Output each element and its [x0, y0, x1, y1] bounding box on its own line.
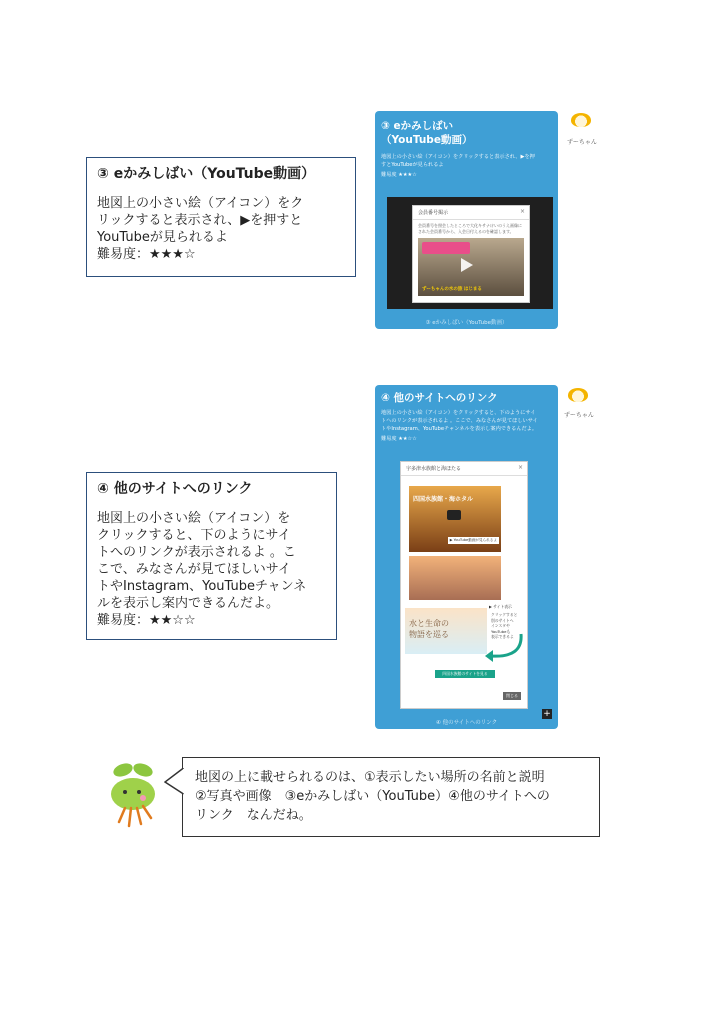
section4-body: 地図上の小さい絵（アイコン）を クリックすると、下のようにサイ トへのリンクが表示されるよ 。こ こで、みなさんが見てほしいサイ トやInstagram、YouTubeチャンネ ルを表示し案内できるんだよ。 — [97, 511, 307, 611]
hotel-image[interactable] — [409, 486, 501, 552]
panel3-heading-line2: （YouTube動画） — [381, 134, 473, 146]
panel3-video-caption: ずーちゃんの水の旅 はじまる — [422, 287, 482, 292]
close-icon[interactable]: × — [519, 208, 525, 215]
panel3-popup-title: 会員番号掲示 — [413, 206, 529, 220]
summary-bubble — [182, 757, 600, 837]
zuchan-avatar-icon — [571, 113, 591, 127]
panel4-difficulty: 難易度 ★★☆☆ — [381, 436, 417, 442]
mural-text: 水と生命の 物語を巡る — [409, 619, 449, 639]
panel4-footer: ④ 他のサイトへのリンク — [435, 720, 498, 726]
section3-body: 地図上の小さい絵（アイコン）をク リックすると表示され、▶を押すと YouTubeが見られるよ — [97, 196, 304, 245]
panel3-popup-text: 会員番号を照会したところで大化キサナけいのうえ画像に された会員番号から、入会日付えるのを確認します。 — [418, 223, 522, 234]
hotel-text: 四国水族館・海ホタル — [413, 496, 474, 503]
bubble-tail — [164, 768, 184, 796]
arrow-icon — [483, 632, 525, 662]
dolphin-image — [409, 556, 501, 600]
video-title-banner — [422, 242, 470, 254]
bean-mascot-icon — [105, 760, 161, 828]
section4-textbox — [86, 472, 337, 640]
site-link-button[interactable]: 四国水族館のサイトを見る — [435, 670, 495, 678]
panel3-heading — [375, 111, 558, 147]
site-display-note: ▶ サイト表示 — [489, 604, 512, 609]
panel3-video-area — [387, 197, 553, 309]
youtube-note: ▶ YouTube動画が見られるよ — [449, 538, 497, 542]
panel4-screenshot — [375, 385, 558, 729]
mural-image[interactable] — [405, 608, 487, 654]
panel3-popup — [412, 205, 530, 303]
popup-close-button[interactable]: 閉じる — [503, 692, 521, 700]
panel4-popup-title: 宇多津水族館と海ほたる — [401, 462, 527, 476]
panel3-heading-line1: ③ eかみしばい — [381, 120, 454, 132]
close-icon[interactable]: × — [517, 464, 523, 471]
section3-title: ③ eかみしばい（YouTube動画） — [97, 166, 316, 182]
panel3-difficulty: 難易度 ★★★☆ — [381, 172, 417, 178]
section3-textbox — [86, 157, 356, 277]
zuchan-avatar-icon — [568, 388, 588, 402]
panel4-heading: ④ 他のサイトへのリンク — [381, 392, 498, 404]
panel4-description: 地図上の小さい絵（アイコン）をクリックすると、下のようにサイ トへのリンクが表示されるよ 。ここで、みなさんが見てほしいサイ トやInstagram、YouTubeチャンネルを表示し案内できるんだよ。 — [381, 410, 538, 432]
play-icon[interactable] — [461, 258, 473, 272]
summary-text: 地図の上に載せられるのは、①表示したい場所の名前と説明 ②写真や画像 ③eかみしばい（YouTube）④他のサイトへの リンク なんだね。 — [195, 770, 550, 823]
panel4-avatar-name: ずーちゃん — [564, 412, 594, 419]
panel3-video-thumbnail[interactable] — [418, 238, 524, 296]
play-icon[interactable] — [447, 510, 461, 520]
panel3-footer: ③ eかみしばい（YouTube動画） — [425, 320, 508, 326]
link-side-note: クリックすると 別のサイトへ インスタや YouTubeも 表示できるよ — [491, 612, 518, 639]
section3-difficulty: 難易度：★★★☆ — [97, 247, 196, 262]
panel3-description: 地図上の小さい絵（アイコン）をクリックすると表示され、▶を押 すとYouTubeが見られるよ — [381, 154, 535, 168]
panel4-popup — [400, 461, 528, 709]
expand-plus-icon[interactable]: + — [543, 709, 551, 719]
panel3-avatar-name: ずーちゃん — [567, 139, 597, 146]
section4-difficulty: 難易度：★★☆☆ — [97, 613, 196, 628]
panel3-screenshot — [375, 111, 558, 329]
section4-title: ④ 他のサイトへのリンク — [97, 481, 253, 497]
